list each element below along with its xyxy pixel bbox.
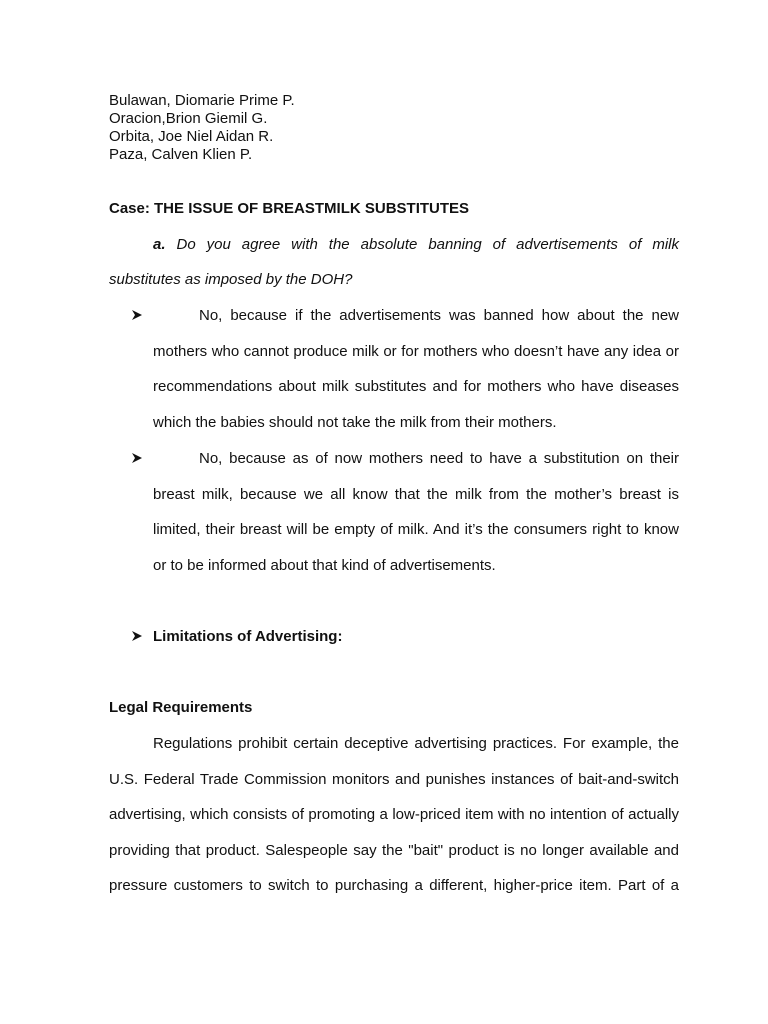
case-title: Case: THE ISSUE OF BREASTMILK SUBSTITUTES	[109, 200, 470, 217]
legal-line-3: advertising, which consists of promoting a low-priced item with no intention of actually	[109, 806, 679, 823]
bullet-2-line-1: No, because as of now mothers need to have a substitution on their	[199, 450, 679, 467]
author-name: Orbita, Joe Niel Aidan R.	[109, 128, 274, 145]
legal-line-1: Regulations prohibit certain deceptive advertising practices. For example, the	[153, 735, 679, 752]
bullet-2-line-3: limited, their breast will be empty of milk. And it’s the consumers right to know	[153, 521, 679, 538]
bullet-1-line-4: which the babies should not take the milk from their mothers.	[153, 414, 557, 431]
legal-heading: Legal Requirements	[109, 699, 253, 716]
bullet-2-line-2: breast milk, because we all know that the milk from the mother’s breast is	[153, 486, 679, 503]
question-label: a.	[153, 236, 166, 253]
bullet-1-line-1: No, because if the advertisements was banned how about the new	[199, 307, 679, 324]
author-name: Oracion,Brion Giemil G.	[109, 110, 268, 127]
question-text: Do you agree with the absolute banning of advertisements of milk	[176, 236, 679, 253]
arrow-bullet-icon	[131, 309, 145, 323]
legal-line-5: pressure customers to switch to purchasing a different, higher-price item. Part of a	[109, 877, 679, 894]
bullet-1-line-3: recommendations about milk substitutes and for mothers who have diseases	[153, 378, 679, 395]
limitations-heading: Limitations of Advertising:	[153, 628, 343, 645]
author-list	[109, 92, 295, 164]
legal-line-2: U.S. Federal Trade Commission monitors and punishes instances of bait-and-switch	[109, 771, 679, 788]
author-name: Paza, Calven Klien P.	[109, 146, 253, 163]
author-name: Bulawan, Diomarie Prime P.	[109, 92, 295, 109]
bullet-1-line-2: mothers who cannot produce milk or for mothers who doesn’t have any idea or	[153, 343, 679, 360]
legal-line-4: providing that product. Salespeople say the "bait" product is no longer available and	[109, 842, 679, 859]
arrow-bullet-icon	[131, 452, 145, 466]
question-line-1	[153, 236, 679, 254]
arrow-bullet-icon	[131, 630, 145, 644]
bullet-2-line-4: or to be informed about that kind of advertisements.	[153, 557, 496, 574]
question-line-2: substitutes as imposed by the DOH?	[109, 271, 353, 288]
